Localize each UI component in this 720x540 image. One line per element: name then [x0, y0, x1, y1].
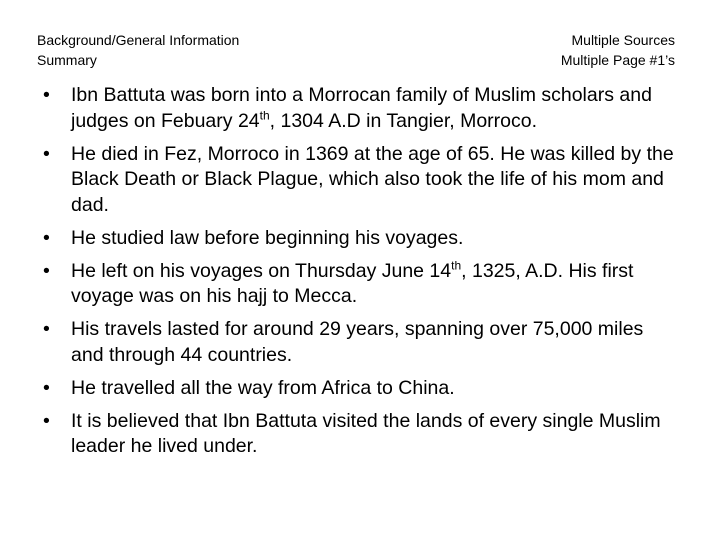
bullet-dot-icon: •: [43, 318, 50, 340]
bullet-dot-icon: •: [43, 259, 50, 282]
header-pages-label: Multiple Page #1’s: [560, 52, 675, 68]
bullet-text-rest: , 1304 A.D in Tangier, Morroco.: [269, 109, 538, 132]
bullet-item: [40, 376, 680, 402]
bullet-text: [71, 377, 455, 399]
bullet-item: [40, 83, 680, 134]
bullet-text-main: He left on his voyages on Thursday June 14: [71, 259, 452, 282]
bullet-text-rest: , 1325, A.D. His first voyage was on his hajj to Mecca.: [71, 259, 634, 307]
bullet-text: [71, 260, 633, 308]
bullet-text: [71, 84, 652, 132]
header-category-label: Background/General Information: [37, 32, 240, 48]
bullet-text: [71, 143, 674, 216]
bullet-superscript: th: [451, 258, 462, 272]
bullet-text-main: His travels lasted for around 29 years, spanning over 75,000 miles and through 44 countries.: [71, 318, 644, 366]
header-left: [37, 30, 239, 70]
bullet-item: [40, 409, 680, 460]
bullet-item: [40, 142, 680, 219]
bullet-text: [71, 410, 661, 458]
bullet-dot-icon: •: [43, 376, 50, 399]
bullet-text-main: He died in Fez, Morroco in 1369 at the age of 65. He was killed by the Black Death or Black Plague, which also took the life of his mom and dad.: [71, 142, 674, 216]
bullet-dot-icon: •: [43, 409, 50, 432]
bullet-dot-icon: •: [43, 226, 50, 249]
bullet-dot-icon: •: [43, 142, 50, 165]
bullet-item: [40, 317, 680, 368]
header-right: [561, 30, 675, 70]
bullet-text-main: Ibn Battuta was born into a Morrocan family of Muslim scholars and judges on Febuary 24: [71, 84, 652, 132]
header-type-label: Summary: [37, 52, 97, 68]
header-sources-label: Multiple Sources: [571, 32, 675, 48]
bullet-item: [40, 259, 680, 310]
bullet-text-main: It is believed that Ibn Battuta visited the lands of every single Muslim leader he lived under.: [71, 409, 661, 457]
bullet-item: [40, 226, 680, 252]
bullet-text: [71, 318, 643, 366]
bullet-superscript: th: [259, 108, 270, 122]
bullet-list: [40, 83, 680, 467]
bullet-text-main: He travelled all the way from Africa to China.: [71, 376, 455, 399]
bullet-text-main: He studied law before beginning his voyages.: [71, 226, 464, 249]
bullet-dot-icon: •: [43, 84, 50, 106]
bullet-text: [71, 227, 463, 249]
